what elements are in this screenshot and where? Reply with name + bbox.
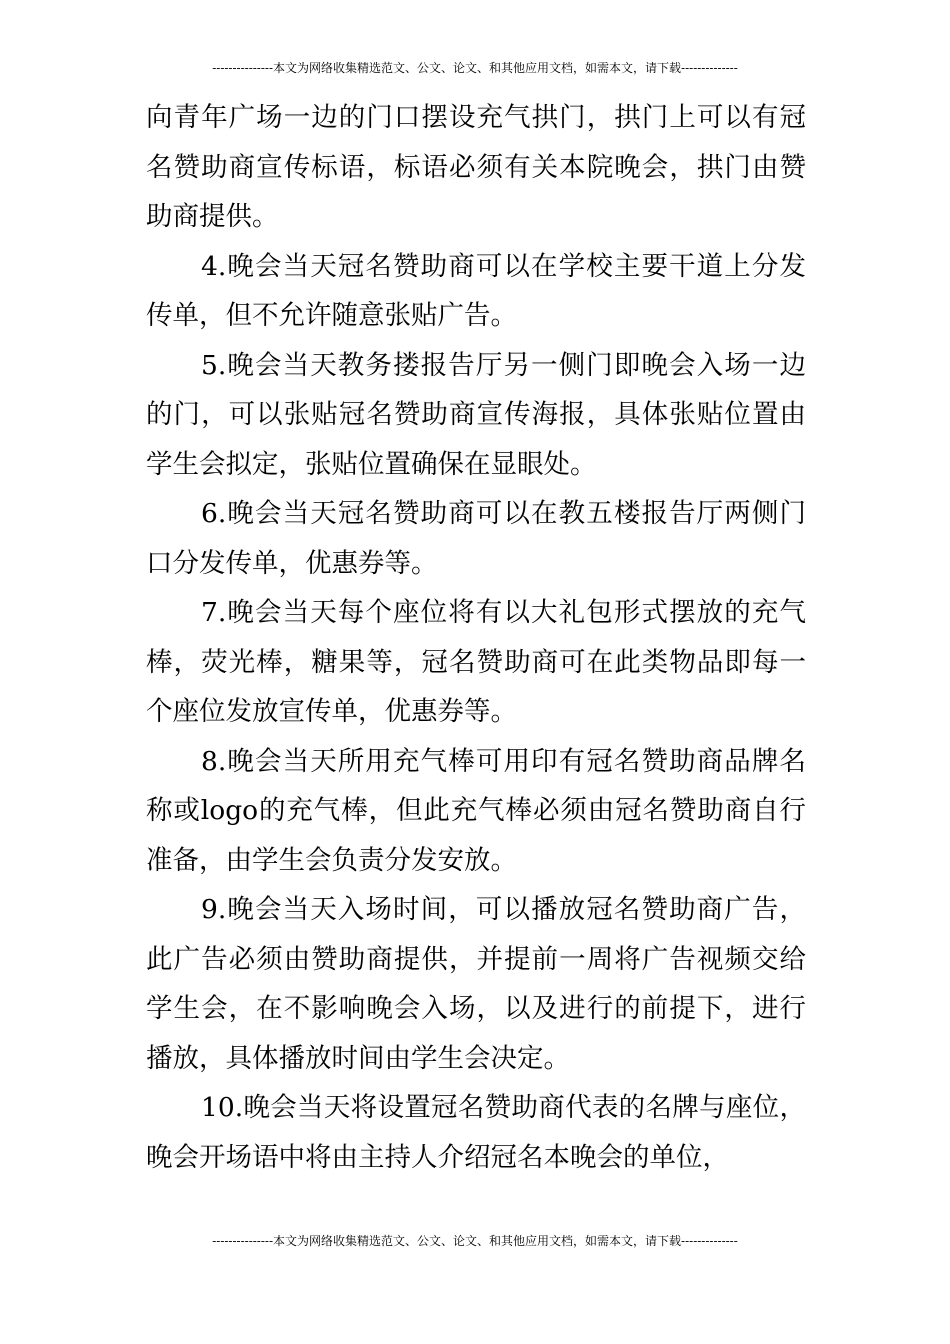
page-footer: ---------------本文为网络收集精选范文、公文、论文、和其他应用文档，如需本文，请下载--------------: [212, 1234, 738, 1248]
document-body: [146, 93, 806, 1182]
paragraph-item-9: 9.晚会当天入场时间，可以播放冠名赞助商广告，此广告必须由赞助商提供，并提前一周将广告视频交给学生会，在不影响晚会入场，以及进行的前提下，进行播放，具体播放时间由学生会决定。: [146, 894, 806, 1074]
paragraph-continuation: 向青年广场一边的门口摆设充气拱门，拱门上可以有冠名赞助商宣传标语，标语必须有关本院晚会，拱门由赞助商提供。: [146, 102, 806, 232]
paragraph-item-10: 10.晚会当天将设置冠名赞助商代表的名牌与座位，晚会开场语中将由主持人介绍冠名本晚会的单位，: [146, 1092, 806, 1173]
paragraph-item-7: 7.晚会当天每个座位将有以大礼包形式摆放的充气棒，荧光棒，糖果等，冠名赞助商可在此类物品即每一个座位发放宣传单，优惠券等。: [146, 597, 806, 727]
paragraph-item-6: 6.晚会当天冠名赞助商可以在教五楼报告厅两侧门口分发传单，优惠券等。: [146, 498, 806, 579]
paragraph-item-4: 4.晚会当天冠名赞助商可以在学校主要干道上分发传单，但不允许随意张贴广告。: [146, 250, 806, 331]
paragraph-item-8: 8.晚会当天所用充气棒可用印有冠名赞助商品牌名称或logo的充气棒，但此充气棒必须由冠名赞助商自行准备，由学生会负责分发安放。: [146, 745, 806, 876]
paragraph-item-5: 5.晚会当天教务搂报告厅另一侧门即晚会入场一边的门，可以张贴冠名赞助商宣传海报，具体张贴位置由学生会拟定，张贴位置确保在显眼处。: [146, 349, 806, 480]
page-header: ---------------本文为网络收集精选范文、公文、论文、和其他应用文档，如需本文，请下载--------------: [212, 61, 738, 75]
